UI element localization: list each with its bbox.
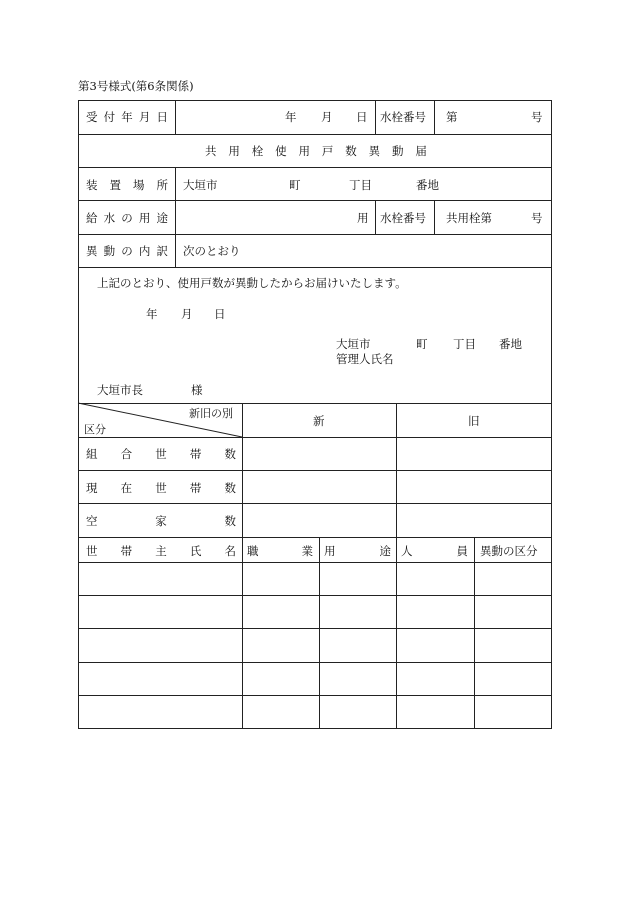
location-label: 装 置 場 所: [86, 178, 168, 192]
manager-name-label: 管理人氏名: [336, 352, 394, 366]
form-title: 共 用 栓 使 用 戸 数 異 動 届: [205, 144, 427, 158]
current-households-label: 現 在 世 帯 数: [86, 481, 236, 495]
addressee: 大垣市長: [97, 383, 143, 397]
addressee-honorific: 様: [191, 383, 203, 397]
column-new-header: 新: [313, 414, 325, 428]
applicant-chome-label: 丁目: [453, 337, 476, 351]
corner-header-new-old: 新旧の別: [189, 407, 233, 420]
meter-number-label: 水栓番号: [380, 110, 426, 124]
change-category-header: 異動の区分: [480, 544, 538, 558]
reception-day-label: 日: [356, 110, 368, 124]
meter-go-label: 号: [531, 110, 543, 124]
location-banchi-label: 番地: [416, 178, 439, 192]
vacant-houses-label: 空 家 数: [86, 514, 236, 528]
column-old-header: 旧: [468, 414, 480, 428]
declaration-year-label: 年: [146, 307, 158, 321]
location-chome-label: 丁目: [349, 178, 372, 192]
declaration-statement: 上記のとおり、使用戸数が異動したからお届けいたします。: [97, 276, 407, 290]
use-header: 用 途: [324, 544, 391, 558]
location-city: 大垣市: [183, 178, 218, 192]
details-value: 次のとおり: [183, 244, 241, 258]
reception-month-label: 月: [321, 110, 333, 124]
declaration-month-label: 月: [181, 307, 193, 321]
location-town-label: 町: [289, 178, 301, 192]
persons-header: 人 員: [401, 544, 468, 558]
declaration-day-label: 日: [214, 307, 226, 321]
applicant-town-label: 町: [416, 337, 428, 351]
purpose-use-suffix: 用: [357, 211, 369, 225]
shared-tap-prefix: 共用栓第: [446, 211, 492, 225]
reception-date-label: 受 付 年 月 日: [86, 110, 168, 124]
meter-dai-label: 第: [446, 110, 458, 124]
shared-tap-go: 号: [531, 211, 543, 225]
occupation-header: 職 業: [247, 544, 313, 558]
form-number: 第3号様式(第6条関係): [78, 79, 194, 93]
details-label: 異 動 の 内 訳: [86, 244, 168, 258]
reception-year-label: 年: [285, 110, 297, 124]
purpose-meter-number-label: 水栓番号: [380, 211, 426, 225]
corner-header-category: 区分: [84, 423, 106, 436]
applicant-city: 大垣市: [336, 337, 371, 351]
combined-households-label: 組 合 世 帯 数: [86, 447, 236, 461]
applicant-banchi-label: 番地: [499, 337, 522, 351]
householder-name-header: 世 帯 主 氏 名: [86, 544, 236, 558]
purpose-label: 給 水 の 用 途: [86, 211, 168, 225]
